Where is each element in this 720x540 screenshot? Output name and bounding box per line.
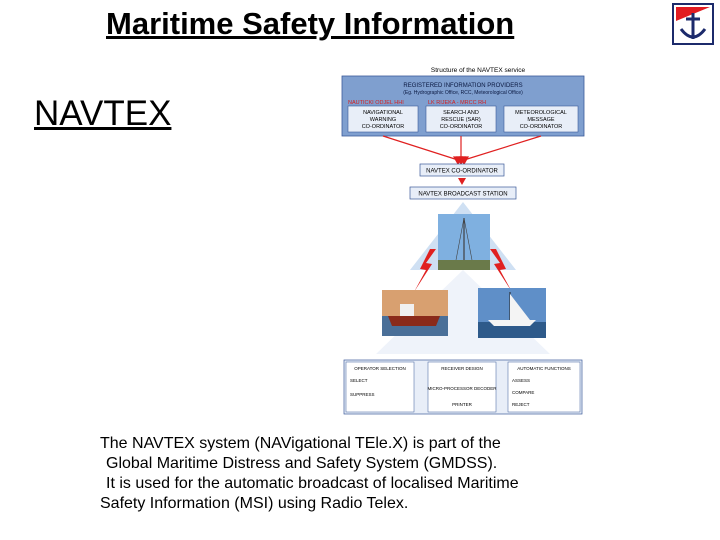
svg-text:METEOROLOGICAL: METEOROLOGICAL	[515, 110, 567, 116]
svg-text:OPERATOR SELECTION: OPERATOR SELECTION	[354, 366, 406, 371]
provider-box-meteorological	[504, 106, 578, 132]
receiver-col-operator	[346, 362, 414, 412]
providers-subtitle: (Eg. Hydrographic Office, RCC, Meteorological Office)	[403, 90, 523, 96]
caption-line-2: Global Maritime Distress and Safety System (GMDSS).	[106, 455, 498, 472]
red-note-2: LK RIJEKA - MRCC RH	[428, 100, 487, 106]
providers-title: REGISTERED INFORMATION PROVIDERS	[403, 83, 523, 89]
svg-text:NAVIGATIONAL: NAVIGATIONAL	[363, 110, 403, 116]
caption	[100, 434, 519, 514]
broadcast-station-label: NAVTEX BROADCAST STATION	[418, 191, 508, 198]
svg-text:CO-ORDINATOR: CO-ORDINATOR	[519, 124, 563, 130]
provider-box-navigational	[348, 106, 418, 132]
navtex-coordinator-label: NAVTEX CO-ORDINATOR	[426, 168, 498, 175]
svg-text:ASSESS: ASSESS	[512, 378, 531, 383]
diagram-heading: Structure of the NAVTEX service	[430, 67, 526, 74]
svg-text:MICRO-PROCESSOR DECODER: MICRO-PROCESSOR DECODER	[427, 386, 497, 391]
cargo-ship-image	[382, 290, 448, 336]
svg-text:SUPPRESS: SUPPRESS	[350, 392, 375, 397]
svg-text:AUTOMATIC FUNCTIONS: AUTOMATIC FUNCTIONS	[517, 366, 571, 371]
converging-arrows	[383, 136, 541, 164]
svg-text:RECEIVER DESIGN: RECEIVER DESIGN	[441, 366, 483, 371]
anchor-flag-icon	[672, 3, 714, 45]
svg-text:MESSAGE: MESSAGE	[527, 117, 555, 123]
caption-line-3: It is used for the automatic broadcast of localised Maritime	[106, 475, 519, 492]
sailing-yacht-image	[478, 288, 546, 338]
receiver-col-design	[427, 362, 497, 412]
arrow-down-icon	[458, 178, 466, 185]
svg-text:SELECT: SELECT	[350, 378, 368, 383]
svg-text:RESCUE (SAR): RESCUE (SAR)	[441, 117, 481, 123]
caption-line-4: Safety Information (MSI) using Radio Telex.	[100, 495, 409, 512]
svg-text:SEARCH AND: SEARCH AND	[443, 110, 479, 116]
caption-line-1: The NAVTEX system (NAVigational TEle.X) is part of the	[100, 435, 501, 452]
navtex-structure-diagram	[340, 64, 586, 416]
provider-box-sar	[426, 106, 496, 132]
svg-text:PRINTER: PRINTER	[452, 402, 472, 407]
receiver-col-automatic	[508, 362, 580, 412]
svg-text:REJECT: REJECT	[512, 402, 530, 407]
svg-text:CO-ORDINATOR: CO-ORDINATOR	[439, 124, 483, 130]
red-note-1: NAUTICKI ODJEL HHI	[348, 100, 404, 106]
svg-text:COMPARE: COMPARE	[512, 390, 535, 395]
svg-text:WARNING: WARNING	[369, 117, 397, 123]
page-title: Maritime Safety Information	[106, 6, 515, 41]
section-subtitle: NAVTEX	[34, 94, 172, 133]
svg-text:CO-ORDINATOR: CO-ORDINATOR	[361, 124, 405, 130]
